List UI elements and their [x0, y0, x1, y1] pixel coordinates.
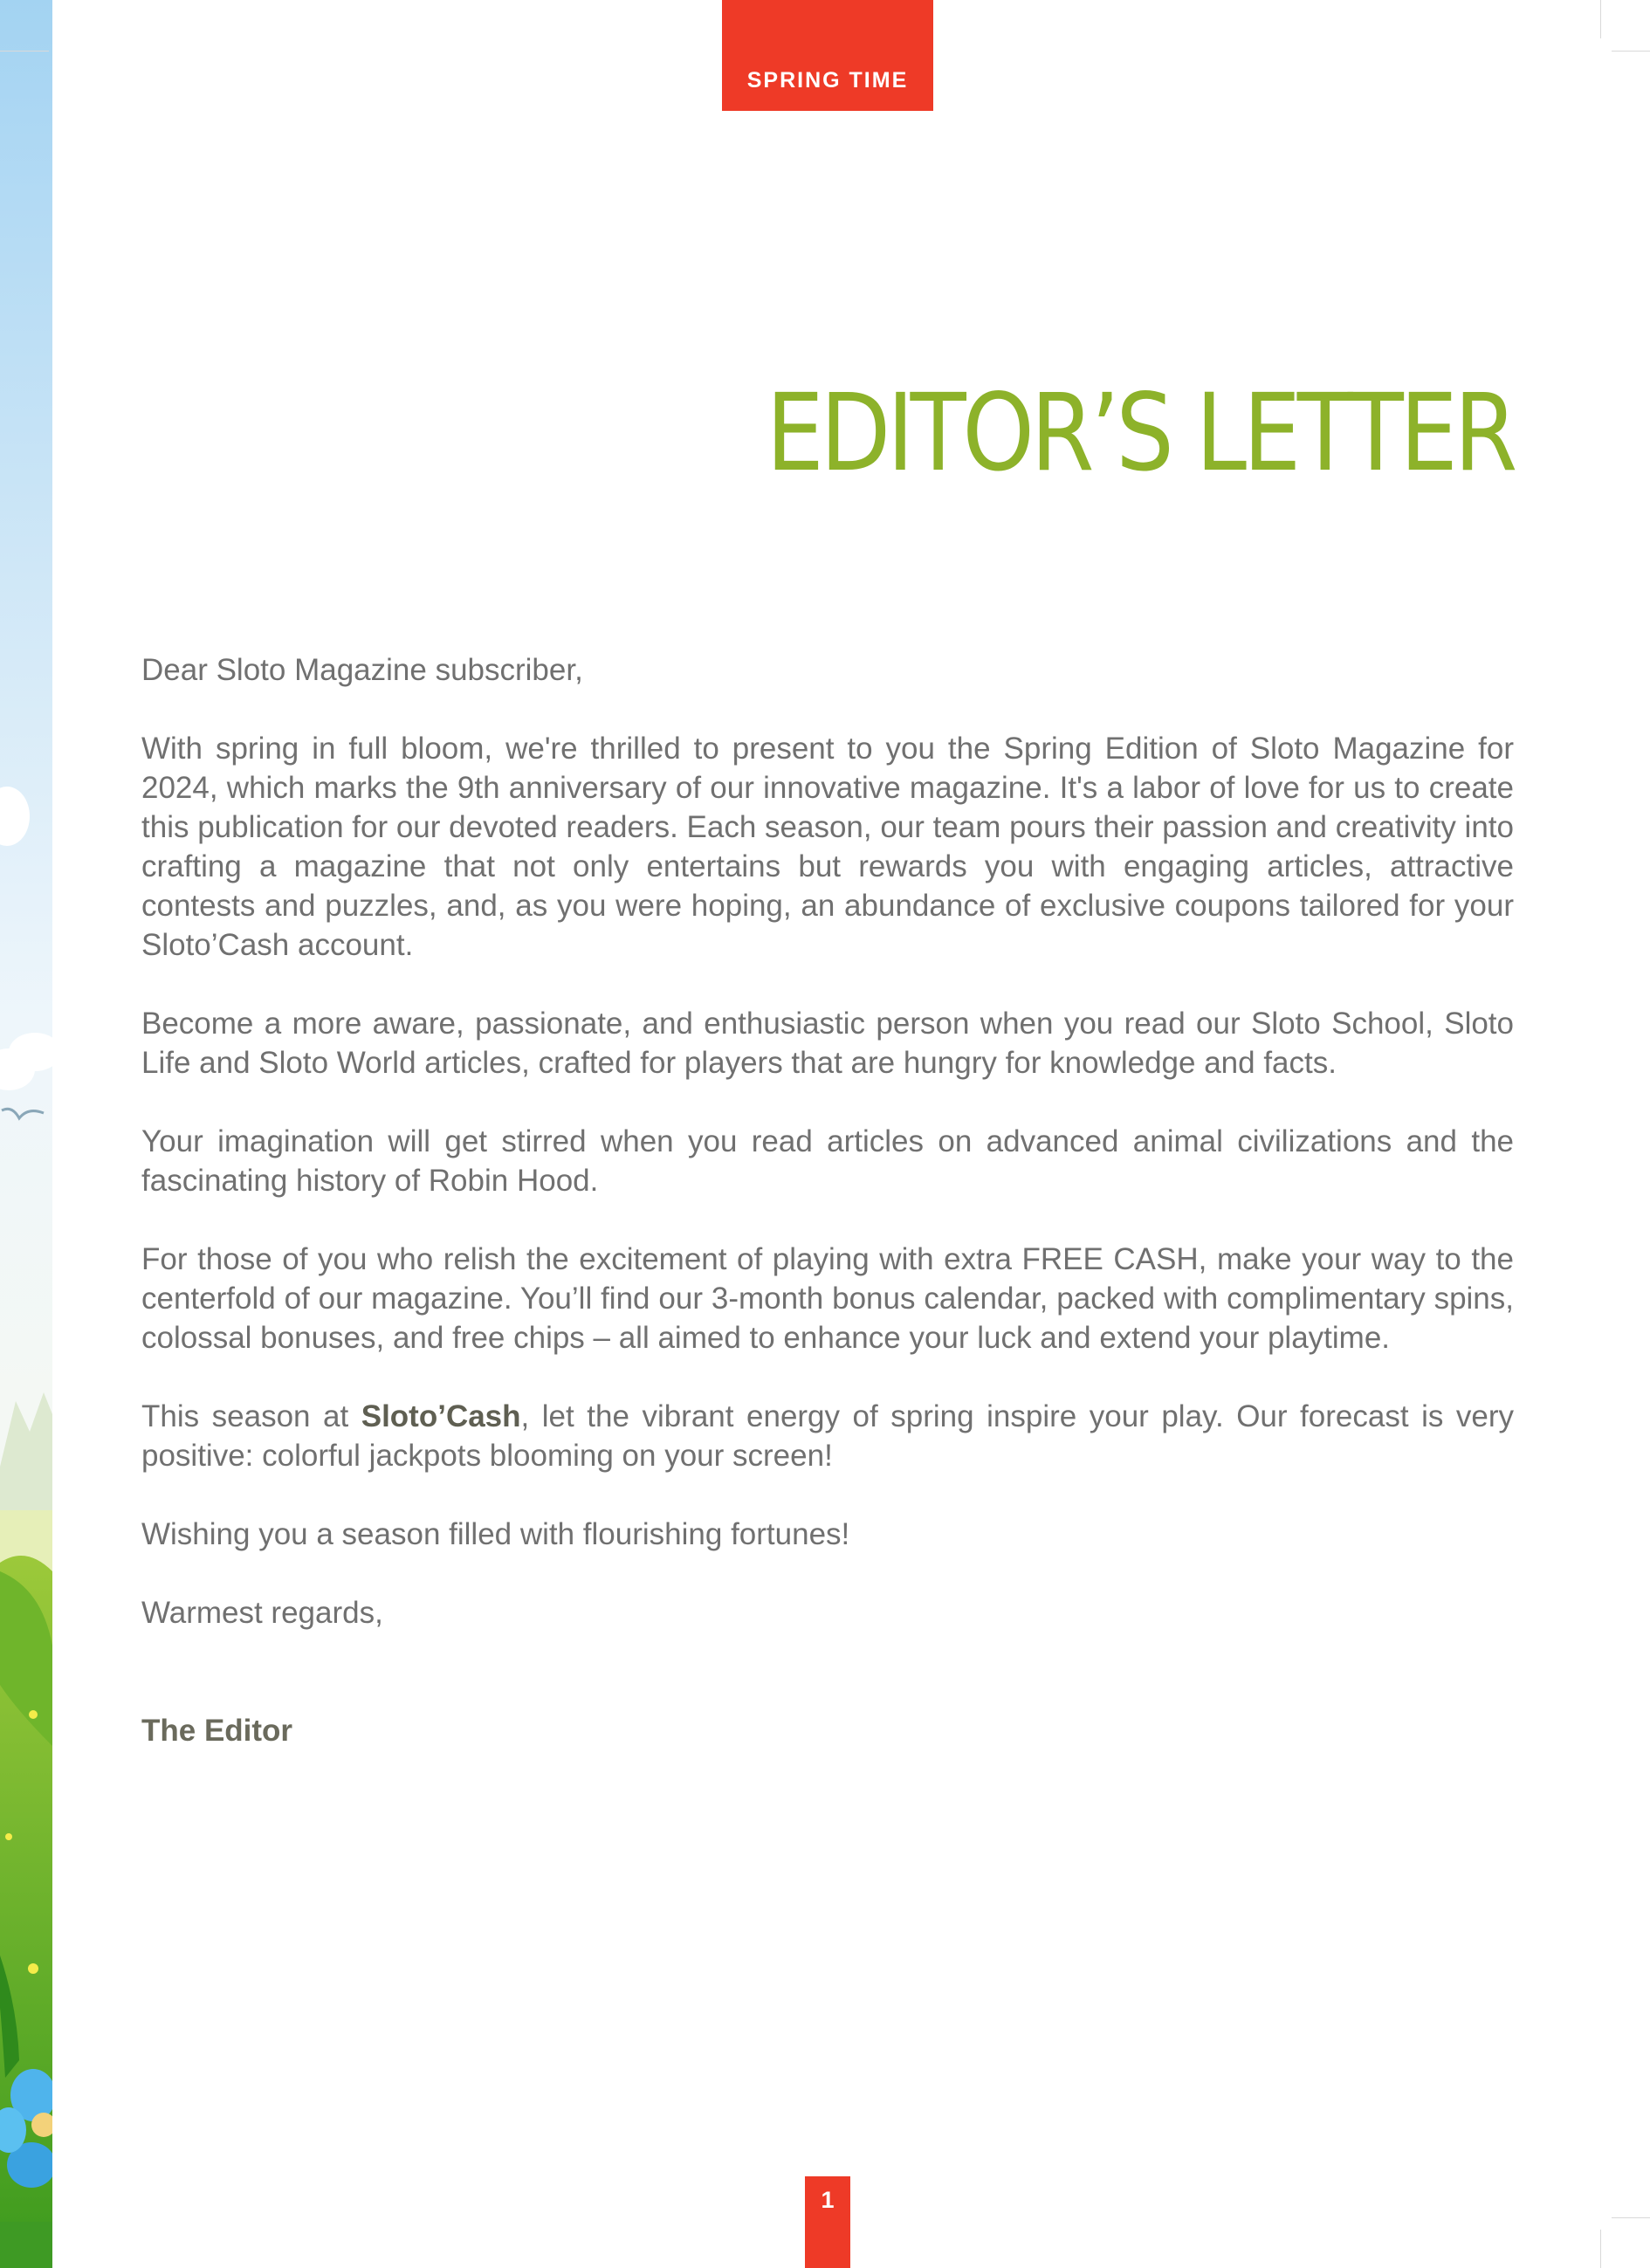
letter-paragraph — [141, 1397, 1514, 1475]
brand-name: Sloto’Cash — [361, 1399, 521, 1433]
letter-paragraph: Become a more aware, passionate, and enthusiastic person when you read our Sloto School, Sloto Life and Sloto World articles, crafted for players that are hungry for knowledge and facts. — [141, 1007, 1514, 1080]
letter-paragraph: Wishing you a season filled with flourishing fortunes! — [141, 1517, 850, 1551]
greeting: Dear Sloto Magazine subscriber, — [141, 653, 583, 687]
crop-mark — [1612, 2217, 1650, 2218]
closing: Warmest regards, — [141, 1596, 383, 1630]
crop-mark — [0, 51, 49, 52]
spring-illustration-strip — [0, 0, 52, 2268]
text-span: This season at — [141, 1399, 361, 1433]
letter-paragraph: For those of you who relish the excitement of playing with extra FREE CASH, make your way to the centerfold of our magazine. You’ll find our 3-month bonus calendar, packed with complimentary spins, colossal bonuses, and free chips – all aimed to enhance your luck and extend your playtime. — [141, 1242, 1514, 1355]
section-tag: SPRING TIME — [722, 0, 933, 111]
signature: The Editor — [141, 1714, 293, 1748]
crop-mark — [1600, 0, 1601, 38]
page-number: 1 — [805, 2176, 850, 2268]
crop-mark — [1612, 51, 1650, 52]
letter-paragraph: Your imagination will get stirred when you read articles on advanced animal civilizations and the fascinating history of Robin Hood. — [141, 1124, 1514, 1198]
text-span: , let the vibrant energy of spring inspire your play. Our forecast is very positive: colorful jackpots blooming on your screen! — [141, 1399, 1514, 1473]
page-title: EDITOR’S LETTER — [766, 371, 1514, 495]
crop-mark — [1600, 2230, 1601, 2268]
letter-paragraph: With spring in full bloom, we're thrilled to present to you the Spring Edition of Sloto Magazine for 2024, which marks the 9th anniversary of our innovative magazine. It's a labor of love for us to create this publication for our devoted readers. Each season, our team pours their passion and creativity into crafting a magazine that not only entertains but rewards you with engaging articles, attractive contests and puzzles, and, as you were hoping, an abundance of exclusive coupons tailored for your Sloto’Cash account. — [141, 732, 1514, 962]
letter-body — [141, 650, 1514, 1750]
